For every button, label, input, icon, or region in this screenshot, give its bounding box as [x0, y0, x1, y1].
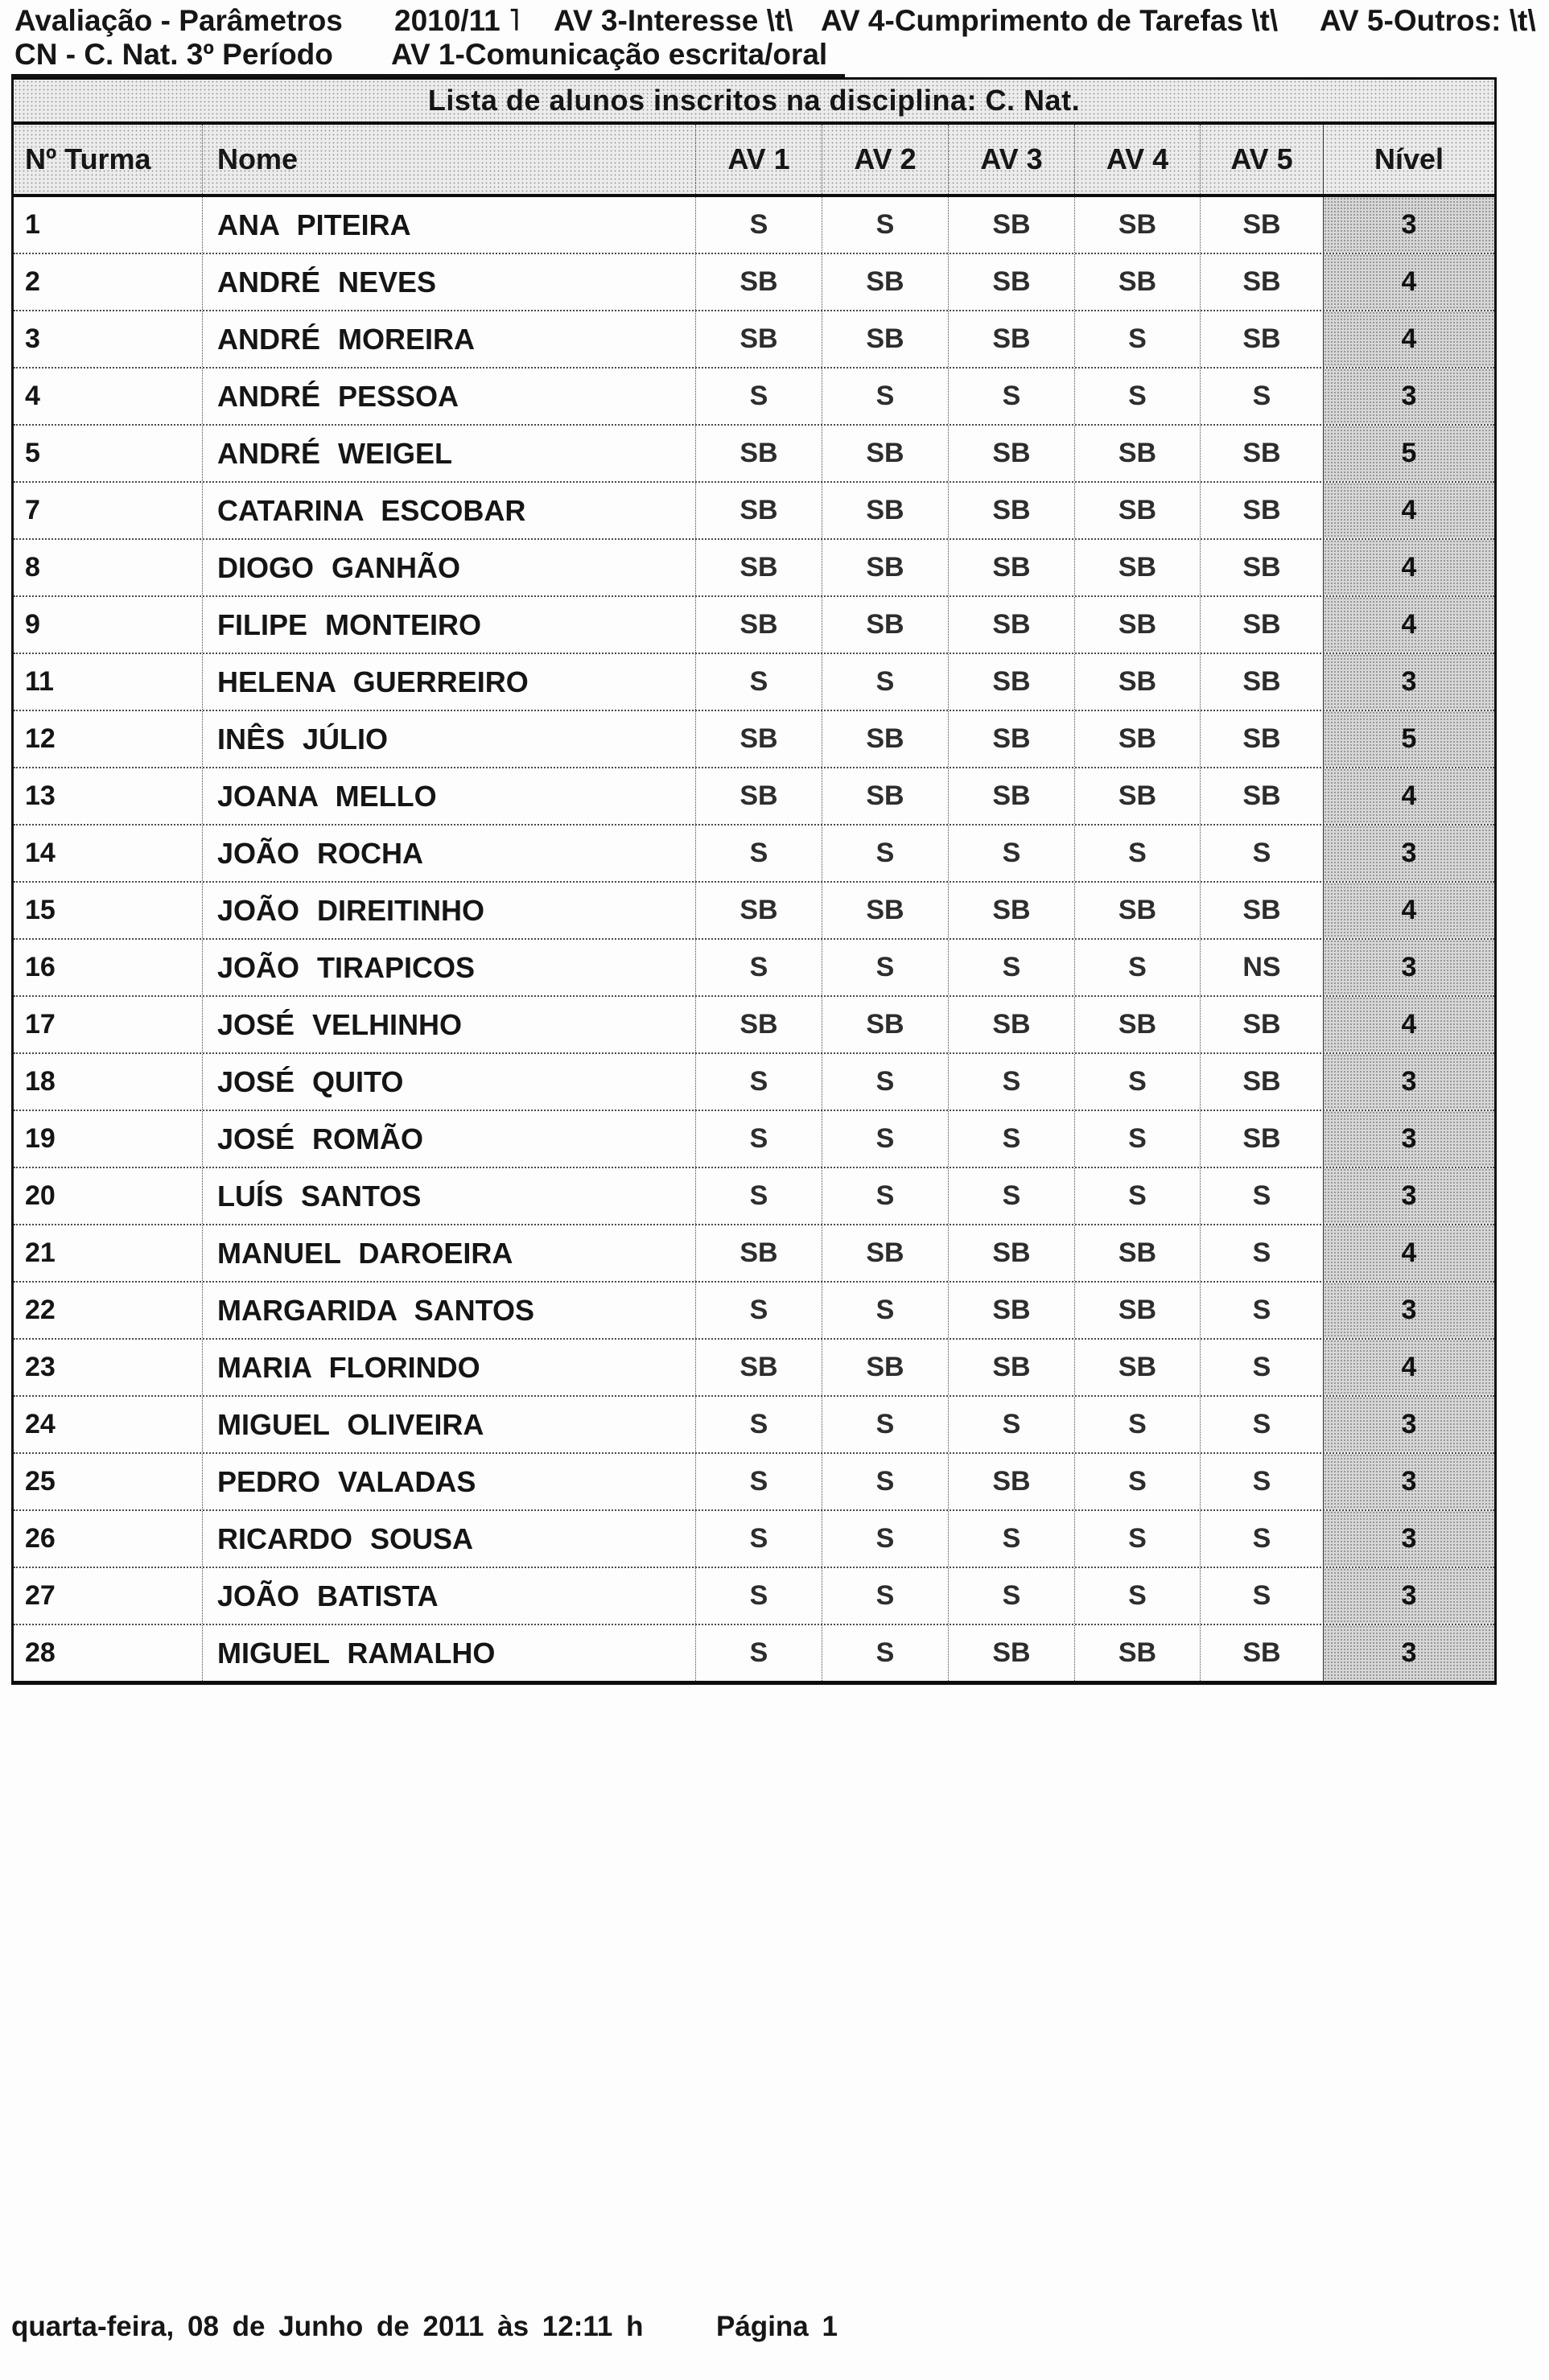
cell-av1: S	[696, 654, 822, 710]
col-header-nome: Nome	[203, 125, 696, 194]
table-row	[14, 1567, 1494, 1624]
cell-av3: SB	[949, 654, 1075, 710]
cell-student-name: JOSÉ QUITO	[203, 1054, 696, 1110]
cell-turma-number: 28	[14, 1625, 203, 1681]
table-header-row	[14, 125, 1494, 197]
cell-av2: S	[822, 826, 949, 881]
cell-av5: SB	[1201, 768, 1324, 824]
cell-nivel: 4	[1324, 597, 1494, 653]
cell-nivel: 5	[1324, 711, 1494, 767]
cell-av2: S	[822, 1511, 949, 1567]
table-row	[14, 938, 1494, 995]
cell-nivel: 3	[1324, 197, 1494, 253]
cell-av2: S	[822, 1454, 949, 1509]
cell-av1: S	[696, 826, 822, 881]
cell-student-name: JOÃO DIREITINHO	[203, 883, 696, 938]
cell-av3: SB	[949, 426, 1075, 481]
cell-av4: SB	[1075, 883, 1201, 938]
cell-student-name: JOÃO ROCHA	[203, 826, 696, 881]
cell-av1: S	[696, 1568, 822, 1624]
table-row	[14, 653, 1494, 710]
cell-av4: S	[1075, 1054, 1201, 1110]
cell-av2: SB	[822, 1225, 949, 1281]
footer-page-number: Página 1	[716, 2311, 838, 2342]
cell-turma-number: 23	[14, 1340, 203, 1395]
table-row	[14, 824, 1494, 881]
cell-av5: SB	[1201, 311, 1324, 367]
cell-av2: SB	[822, 1340, 949, 1395]
cell-turma-number: 12	[14, 711, 203, 767]
col-header-av1: AV 1	[696, 125, 822, 194]
cell-turma-number: 9	[14, 597, 203, 653]
table-row	[14, 367, 1494, 424]
cell-nivel: 3	[1324, 369, 1494, 424]
cell-turma-number: 2	[14, 254, 203, 310]
cell-av5: SB	[1201, 997, 1324, 1052]
cell-av3: SB	[949, 768, 1075, 824]
cell-av5: SB	[1201, 711, 1324, 767]
cell-nivel: 3	[1324, 1054, 1494, 1110]
table-row	[14, 1110, 1494, 1167]
cell-turma-number: 1	[14, 197, 203, 253]
cell-av4: S	[1075, 311, 1201, 367]
report-title: Avaliação - Parâmetros	[14, 4, 343, 37]
cell-nivel: 4	[1324, 768, 1494, 824]
cell-av3: S	[949, 369, 1075, 424]
cell-student-name: MIGUEL RAMALHO	[203, 1625, 696, 1681]
cell-av1: S	[696, 1454, 822, 1509]
page-footer	[0, 2311, 1549, 2346]
cell-av3: SB	[949, 197, 1075, 253]
cell-av3: SB	[949, 483, 1075, 538]
cell-turma-number: 13	[14, 768, 203, 824]
cell-av4: SB	[1075, 711, 1201, 767]
cell-av2: SB	[822, 883, 949, 938]
cell-av3: SB	[949, 711, 1075, 767]
cell-student-name: ANDRÉ WEIGEL	[203, 426, 696, 481]
cell-nivel: 4	[1324, 540, 1494, 595]
table-row	[14, 767, 1494, 824]
cell-av4: SB	[1075, 597, 1201, 653]
table-row	[14, 1338, 1494, 1395]
cell-av3: SB	[949, 997, 1075, 1052]
cell-av4: S	[1075, 1397, 1201, 1452]
cell-av5: S	[1201, 826, 1324, 881]
table-row	[14, 710, 1494, 767]
cell-av4: S	[1075, 1568, 1201, 1624]
students-table	[11, 77, 1497, 1685]
cell-av2: SB	[822, 711, 949, 767]
footer-date: quarta-feira, 08 de Junho de 2011 às 12:11 h	[11, 2311, 644, 2342]
cell-av2: S	[822, 654, 949, 710]
cell-av1: S	[696, 1111, 822, 1167]
cell-av1: S	[696, 1625, 822, 1681]
cell-av2: S	[822, 1111, 949, 1167]
cell-student-name: JOSÉ VELHINHO	[203, 997, 696, 1052]
cell-turma-number: 4	[14, 369, 203, 424]
cell-av2: SB	[822, 426, 949, 481]
cell-av5: SB	[1201, 597, 1324, 653]
cell-av2: SB	[822, 768, 949, 824]
cell-student-name: JOANA MELLO	[203, 768, 696, 824]
cell-nivel: 4	[1324, 883, 1494, 938]
cell-student-name: ANA PITEIRA	[203, 197, 696, 253]
cell-av5: S	[1201, 1168, 1324, 1224]
cell-student-name: MARIA FLORINDO	[203, 1340, 696, 1395]
cell-turma-number: 16	[14, 940, 203, 995]
table-row	[14, 310, 1494, 367]
cell-av1: SB	[696, 1225, 822, 1281]
cell-av5: S	[1201, 1225, 1324, 1281]
cell-av1: SB	[696, 883, 822, 938]
cell-av1: SB	[696, 254, 822, 310]
cell-nivel: 3	[1324, 1397, 1494, 1452]
cell-nivel: 3	[1324, 1511, 1494, 1567]
cell-turma-number: 26	[14, 1511, 203, 1567]
cell-av2: S	[822, 1625, 949, 1681]
cell-av2: SB	[822, 997, 949, 1052]
cell-av4: S	[1075, 940, 1201, 995]
table-row	[14, 481, 1494, 538]
cell-av4: SB	[1075, 1225, 1201, 1281]
col-header-av4: AV 4	[1075, 125, 1201, 194]
cell-av4: SB	[1075, 1625, 1201, 1681]
cell-av3: SB	[949, 540, 1075, 595]
cell-nivel: 3	[1324, 1568, 1494, 1624]
cell-av1: SB	[696, 426, 822, 481]
cell-av4: SB	[1075, 197, 1201, 253]
cell-av3: SB	[949, 1625, 1075, 1681]
cell-av4: SB	[1075, 540, 1201, 595]
cell-av1: SB	[696, 768, 822, 824]
cell-av3: S	[949, 1568, 1075, 1624]
col-header-nivel: Nível	[1374, 142, 1444, 175]
subject-period: CN - C. Nat. 3º Período	[14, 38, 333, 71]
cell-av4: SB	[1075, 483, 1201, 538]
cell-av4: SB	[1075, 426, 1201, 481]
cell-av3: SB	[949, 883, 1075, 938]
cell-av5: SB	[1201, 426, 1324, 481]
cell-turma-number: 27	[14, 1568, 203, 1624]
cell-av1: S	[696, 1511, 822, 1567]
cell-student-name: HELENA GUERREIRO	[203, 654, 696, 710]
table-row	[14, 253, 1494, 310]
cell-nivel: 3	[1324, 1168, 1494, 1224]
cell-nivel: 4	[1324, 1225, 1494, 1281]
cell-av3: S	[949, 1111, 1075, 1167]
cell-turma-number: 20	[14, 1168, 203, 1224]
cell-av2: SB	[822, 311, 949, 367]
table-row	[14, 1167, 1494, 1224]
cell-av1: SB	[696, 997, 822, 1052]
cell-av5: SB	[1201, 483, 1324, 538]
cell-av2: S	[822, 369, 949, 424]
cell-av5: S	[1201, 1454, 1324, 1509]
cell-av3: SB	[949, 1454, 1075, 1509]
cell-nivel: 3	[1324, 1283, 1494, 1338]
cell-av3: SB	[949, 1340, 1075, 1395]
cell-student-name: FILIPE MONTEIRO	[203, 597, 696, 653]
table-row	[14, 881, 1494, 938]
cell-av5: S	[1201, 1511, 1324, 1567]
cell-nivel: 3	[1324, 1111, 1494, 1167]
cell-av2: SB	[822, 597, 949, 653]
cell-turma-number: 15	[14, 883, 203, 938]
cell-av1: S	[696, 1168, 822, 1224]
cell-av3: SB	[949, 597, 1075, 653]
cell-nivel: 3	[1324, 1625, 1494, 1681]
cell-nivel: 3	[1324, 654, 1494, 710]
cell-student-name: INÊS JÚLIO	[203, 711, 696, 767]
cell-av2: S	[822, 1054, 949, 1110]
cell-student-name: MANUEL DAROEIRA	[203, 1225, 696, 1281]
cell-turma-number: 21	[14, 1225, 203, 1281]
table-title-bar	[14, 80, 1494, 125]
cell-av5: S	[1201, 1397, 1324, 1452]
cell-av1: SB	[696, 311, 822, 367]
cell-av2: S	[822, 1397, 949, 1452]
cell-av1: S	[696, 1054, 822, 1110]
cell-student-name: CATARINA ESCOBAR	[203, 483, 696, 538]
table-row	[14, 1052, 1494, 1110]
cell-student-name: ANDRÉ PESSOA	[203, 369, 696, 424]
table-row	[14, 1395, 1494, 1452]
cell-av3: SB	[949, 254, 1075, 310]
report-header	[0, 0, 1549, 80]
cell-av5: SB	[1201, 1625, 1324, 1681]
cell-nivel: 4	[1324, 311, 1494, 367]
cell-student-name: JOSÉ ROMÃO	[203, 1111, 696, 1167]
av3-legend: AV 3-Interesse \t\	[554, 4, 793, 37]
cell-av2: SB	[822, 254, 949, 310]
col-header-turma-number: Nº Turma	[14, 125, 203, 194]
cell-av3: S	[949, 1168, 1075, 1224]
cell-student-name: ANDRÉ MOREIRA	[203, 311, 696, 367]
cell-turma-number: 17	[14, 997, 203, 1052]
cell-nivel: 4	[1324, 254, 1494, 310]
cell-turma-number: 11	[14, 654, 203, 710]
cell-turma-number: 7	[14, 483, 203, 538]
cell-av4: S	[1075, 1454, 1201, 1509]
cell-av5: SB	[1201, 197, 1324, 253]
cell-av3: SB	[949, 1283, 1075, 1338]
table-row	[14, 595, 1494, 653]
cell-av4: SB	[1075, 1283, 1201, 1338]
table-row	[14, 424, 1494, 481]
cell-nivel: 4	[1324, 483, 1494, 538]
cell-av4: S	[1075, 369, 1201, 424]
cell-av3: SB	[949, 1225, 1075, 1281]
cell-nivel: 4	[1324, 997, 1494, 1052]
cell-student-name: MIGUEL OLIVEIRA	[203, 1397, 696, 1452]
cell-av4: SB	[1075, 654, 1201, 710]
cell-av4: S	[1075, 826, 1201, 881]
cell-av1: S	[696, 369, 822, 424]
col-header-av2: AV 2	[822, 125, 949, 194]
table-title: Lista de alunos inscritos na disciplina: C. Nat.	[427, 84, 1081, 117]
cell-av5: S	[1201, 1340, 1324, 1395]
cell-av4: S	[1075, 1511, 1201, 1567]
cell-nivel: 3	[1324, 826, 1494, 881]
year-term: 2010/11 ˥	[394, 4, 521, 37]
av5-legend: AV 5-Outros: \t\	[1320, 4, 1536, 37]
cell-av5: SB	[1201, 540, 1324, 595]
cell-av5: SB	[1201, 1111, 1324, 1167]
cell-av4: S	[1075, 1111, 1201, 1167]
cell-av2: S	[822, 1283, 949, 1338]
cell-av1: S	[696, 940, 822, 995]
cell-av1: SB	[696, 483, 822, 538]
cell-av2: S	[822, 1568, 949, 1624]
cell-av1: SB	[696, 1340, 822, 1395]
cell-student-name: MARGARIDA SANTOS	[203, 1283, 696, 1338]
cell-turma-number: 25	[14, 1454, 203, 1509]
table-row	[14, 1224, 1494, 1281]
cell-av5: SB	[1201, 1054, 1324, 1110]
cell-av4: S	[1075, 1168, 1201, 1224]
cell-av2: SB	[822, 540, 949, 595]
cell-nivel: 5	[1324, 426, 1494, 481]
cell-nivel: 3	[1324, 1454, 1494, 1509]
cell-nivel: 3	[1324, 940, 1494, 995]
cell-av3: S	[949, 940, 1075, 995]
cell-av3: S	[949, 1054, 1075, 1110]
cell-av2: S	[822, 940, 949, 995]
cell-av5: S	[1201, 369, 1324, 424]
cell-av5: S	[1201, 1568, 1324, 1624]
table-row	[14, 1509, 1494, 1567]
cell-av2: S	[822, 197, 949, 253]
cell-turma-number: 18	[14, 1054, 203, 1110]
cell-av5: S	[1201, 1283, 1324, 1338]
cell-av5: SB	[1201, 254, 1324, 310]
cell-student-name: ANDRÉ NEVES	[203, 254, 696, 310]
cell-av4: SB	[1075, 254, 1201, 310]
cell-av2: S	[822, 1168, 949, 1224]
cell-av5: NS	[1201, 940, 1324, 995]
table-row	[14, 1281, 1494, 1338]
cell-av3: SB	[949, 311, 1075, 367]
cell-nivel: 4	[1324, 1340, 1494, 1395]
cell-av4: SB	[1075, 997, 1201, 1052]
cell-turma-number: 14	[14, 826, 203, 881]
cell-student-name: JOÃO TIRAPICOS	[203, 940, 696, 995]
av4-legend: AV 4-Cumprimento de Tarefas \t\	[821, 4, 1279, 37]
cell-av4: SB	[1075, 1340, 1201, 1395]
table-row	[14, 538, 1494, 595]
cell-av5: SB	[1201, 883, 1324, 938]
cell-turma-number: 22	[14, 1283, 203, 1338]
cell-av1: S	[696, 1283, 822, 1338]
cell-av3: S	[949, 826, 1075, 881]
table-row	[14, 1624, 1494, 1681]
table-row	[14, 197, 1494, 253]
cell-turma-number: 3	[14, 311, 203, 367]
cell-student-name: LUÍS SANTOS	[203, 1168, 696, 1224]
cell-av1: SB	[696, 597, 822, 653]
table-body	[14, 197, 1494, 1681]
cell-student-name: PEDRO VALADAS	[203, 1454, 696, 1509]
cell-av1: S	[696, 1397, 822, 1452]
cell-av1: S	[696, 197, 822, 253]
cell-av1: SB	[696, 540, 822, 595]
col-header-av3: AV 3	[949, 125, 1075, 194]
table-row	[14, 1452, 1494, 1509]
av1-legend: AV 1-Comunicação escrita/oral	[391, 38, 828, 71]
cell-turma-number: 19	[14, 1111, 203, 1167]
cell-av3: S	[949, 1397, 1075, 1452]
cell-av2: SB	[822, 483, 949, 538]
cell-turma-number: 5	[14, 426, 203, 481]
cell-av1: SB	[696, 711, 822, 767]
table-row	[14, 995, 1494, 1052]
col-header-av5: AV 5	[1201, 125, 1324, 194]
cell-av4: SB	[1075, 768, 1201, 824]
cell-student-name: DIOGO GANHÃO	[203, 540, 696, 595]
cell-student-name: JOÃO BATISTA	[203, 1568, 696, 1624]
cell-turma-number: 24	[14, 1397, 203, 1452]
cell-student-name: RICARDO SOUSA	[203, 1511, 696, 1567]
cell-av3: S	[949, 1511, 1075, 1567]
cell-av5: SB	[1201, 654, 1324, 710]
cell-turma-number: 8	[14, 540, 203, 595]
